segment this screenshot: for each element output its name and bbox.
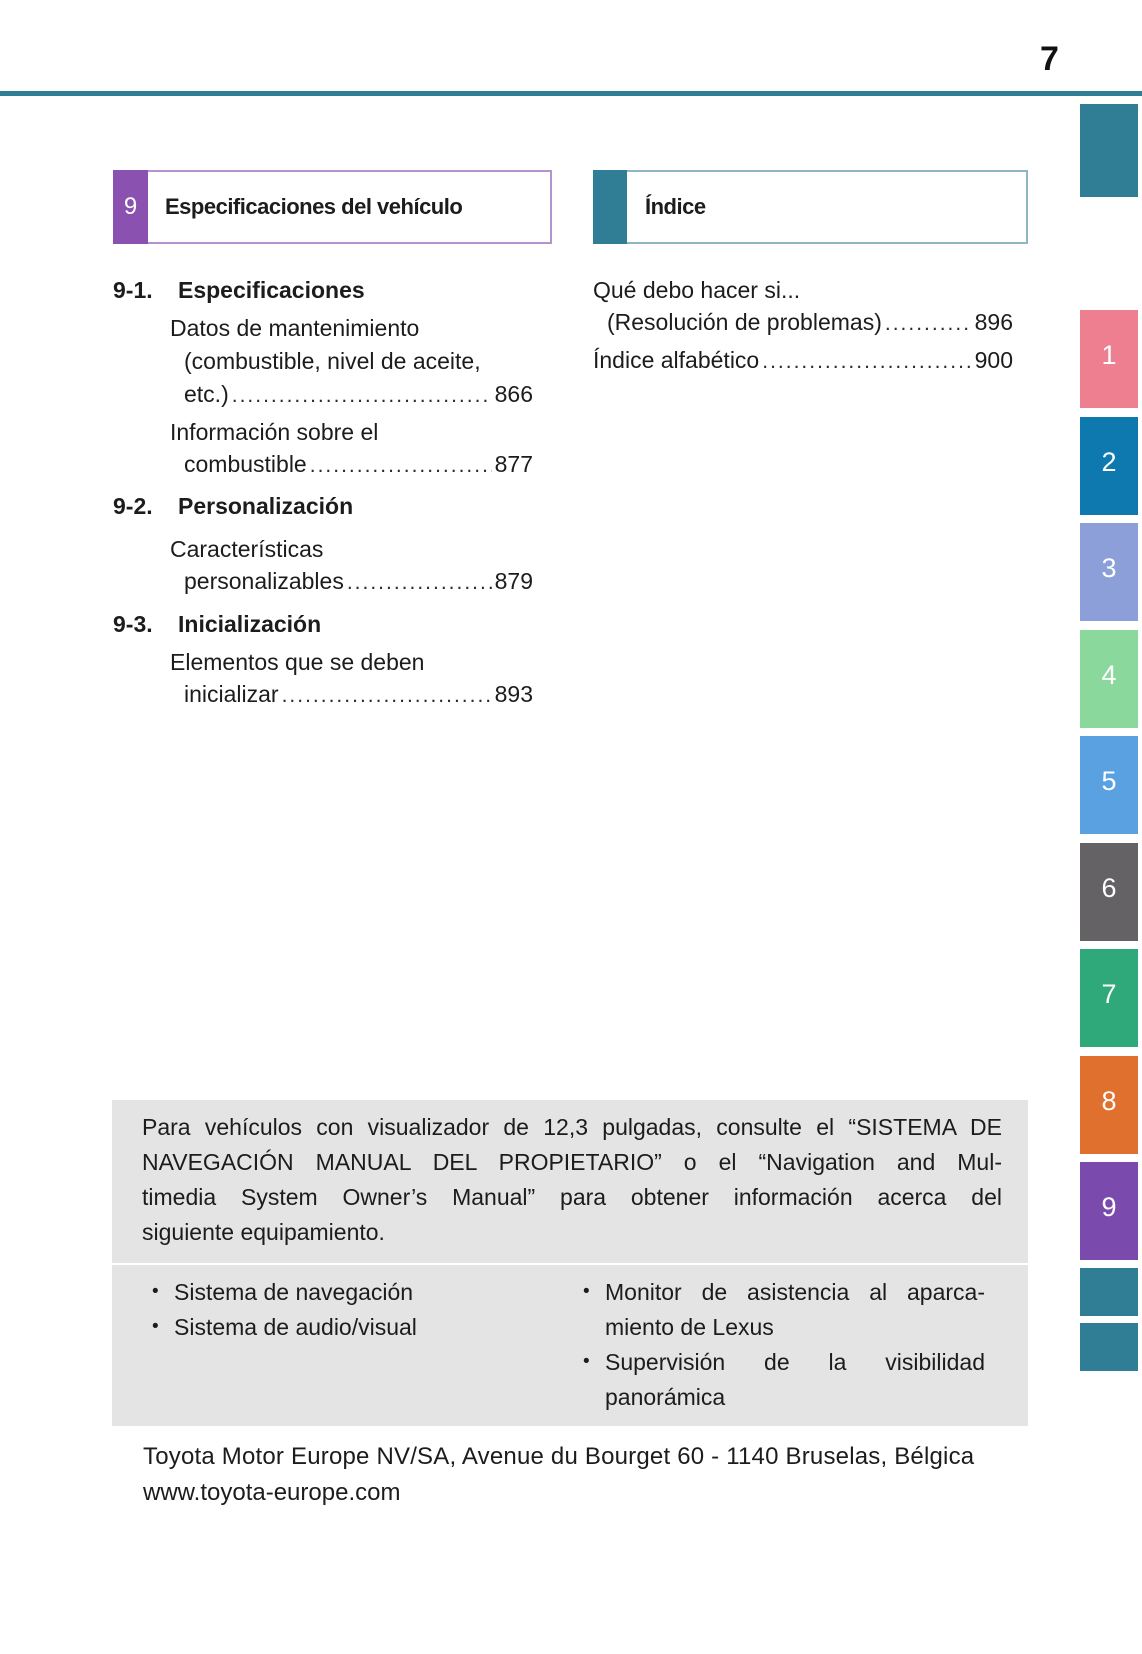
toc-leader-row	[184, 380, 533, 410]
sidebar-tab-label: 3	[1101, 553, 1117, 583]
toc-entry-text: etc.)	[184, 381, 229, 407]
toc-page-number: 896	[974, 309, 1013, 335]
toc-entry-text: (Resolución de problemas)	[607, 309, 882, 335]
toc-section-number: 9-3.	[113, 611, 153, 637]
sidebar-tab-chapter-4	[1080, 630, 1138, 728]
toc-section-number: 9-2.	[113, 493, 153, 519]
toc-section-title: Personalización	[178, 493, 354, 519]
sidebar-tab-label: 7	[1101, 979, 1117, 1009]
leader-dots	[310, 450, 492, 480]
index-accent-tab	[593, 170, 627, 244]
toc-page-number: 866	[494, 381, 533, 407]
bullet-item: • Sistema de navegación	[174, 1278, 413, 1306]
toc-leader-row	[184, 680, 533, 710]
footer-url: www.toyota-europe.com	[143, 1479, 401, 1506]
toc-page-number: 893	[494, 681, 533, 707]
page-number: 7	[1040, 40, 1059, 78]
sidebar-tab-chapter-9	[1080, 1162, 1138, 1260]
chapter-number-tab	[113, 170, 148, 244]
sidebar-tab-chapter-3	[1080, 523, 1138, 621]
chapter-header-box	[113, 170, 552, 244]
toc-entry-text: Índice alfabético	[593, 347, 760, 373]
leader-dots	[232, 380, 492, 410]
sidebar-tab-extra-1	[1080, 1268, 1138, 1316]
sidebar-tab-label: 9	[1101, 1192, 1117, 1222]
toc-section-title: Especificaciones	[178, 277, 365, 303]
leader-dots	[282, 680, 492, 710]
toc-entry-text: inicializar	[184, 681, 279, 707]
note-paragraph-line: timedia System Owner’s Manual” para obtener información acerca del	[142, 1184, 1002, 1210]
sidebar-tab-extra-2	[1080, 1323, 1138, 1371]
sidebar-tab-label	[1080, 1268, 1138, 1278]
sidebar-tab-chapter-5	[1080, 736, 1138, 834]
sidebar-tab-chapter-7	[1080, 949, 1138, 1047]
sidebar-tab-label	[1080, 1323, 1138, 1333]
sidebar-tab-label: 6	[1101, 873, 1117, 903]
note-paragraph-line: Para vehículos con visualizador de 12,3 pulgadas, consulte el “SISTEMA DE	[142, 1114, 1002, 1140]
bullet-item: • Monitor de asistencia al aparca-	[605, 1278, 985, 1306]
bullet-item: • Sistema de audio/visual	[174, 1313, 417, 1341]
chapter-title: Especificaciones del vehículo	[165, 194, 463, 219]
toc-leader-row	[607, 308, 1013, 338]
toc-entry-line: Información sobre el	[170, 419, 379, 445]
toc-page-number: 900	[974, 347, 1013, 373]
bullet-item-continuation: panorámica	[605, 1384, 726, 1410]
sidebar-tab-chapter-6	[1080, 843, 1138, 941]
note-paragraph	[142, 1110, 1002, 1250]
index-header-box	[593, 170, 1028, 244]
sidebar-tab-label: 4	[1101, 660, 1117, 690]
toc-section-title: Inicialización	[178, 611, 322, 637]
toc-leader-row	[184, 450, 533, 480]
bullet-item-continuation: miento de Lexus	[605, 1314, 774, 1340]
toc-entry-line: Elementos que se deben	[170, 649, 425, 675]
toc-leader-row	[593, 346, 1013, 376]
index-title: Índice	[645, 194, 706, 219]
chapter-number: 9	[123, 193, 138, 220]
toc-entry-text: personalizables	[184, 568, 344, 594]
toc-entry-line: Datos de mantenimiento	[170, 315, 420, 341]
sidebar-tab-label	[1080, 104, 1138, 134]
sidebar-tab-label: 2	[1101, 447, 1117, 477]
note-paragraph-line: NAVEGACIÓN MANUAL DEL PROPIETARIO” o el “Navigation and Mul-	[142, 1149, 1002, 1175]
sidebar-tab-label: 1	[1101, 340, 1117, 370]
sidebar-tab-chapter-2	[1080, 417, 1138, 515]
toc-entry-line: (combustible, nivel de aceite,	[184, 348, 481, 374]
toc-section-row	[113, 276, 365, 304]
toc-section-row	[113, 610, 321, 638]
note-paragraph-line: siguiente equipamiento.	[142, 1219, 385, 1245]
toc-entry-text: combustible	[184, 451, 307, 477]
sidebar-tab-label: 8	[1101, 1086, 1117, 1116]
footer-address: Toyota Motor Europe NV/SA, Avenue du Bourget 60 - 1140 Bruselas, Bélgica	[143, 1443, 975, 1470]
toc-section-row	[113, 492, 353, 520]
bullet-item: • Supervisión de la visibilidad	[605, 1348, 985, 1376]
leader-dots	[347, 567, 492, 597]
header-rule	[0, 91, 1142, 96]
sidebar-tab-chapter-1	[1080, 310, 1138, 408]
leader-dots	[885, 308, 972, 338]
toc-page-number: 879	[494, 568, 533, 594]
toc-leader-row	[184, 567, 533, 597]
sidebar-tab-chapter-8	[1080, 1056, 1138, 1154]
toc-entry-line: Qué debo hacer si...	[593, 277, 801, 303]
toc-entry-line: Características	[170, 536, 324, 562]
toc-section-number: 9-1.	[113, 277, 153, 303]
leader-dots	[762, 346, 971, 376]
sidebar-tab-label: 5	[1101, 766, 1117, 796]
toc-page-number: 877	[494, 451, 533, 477]
sidebar-tab-top	[1080, 104, 1138, 197]
